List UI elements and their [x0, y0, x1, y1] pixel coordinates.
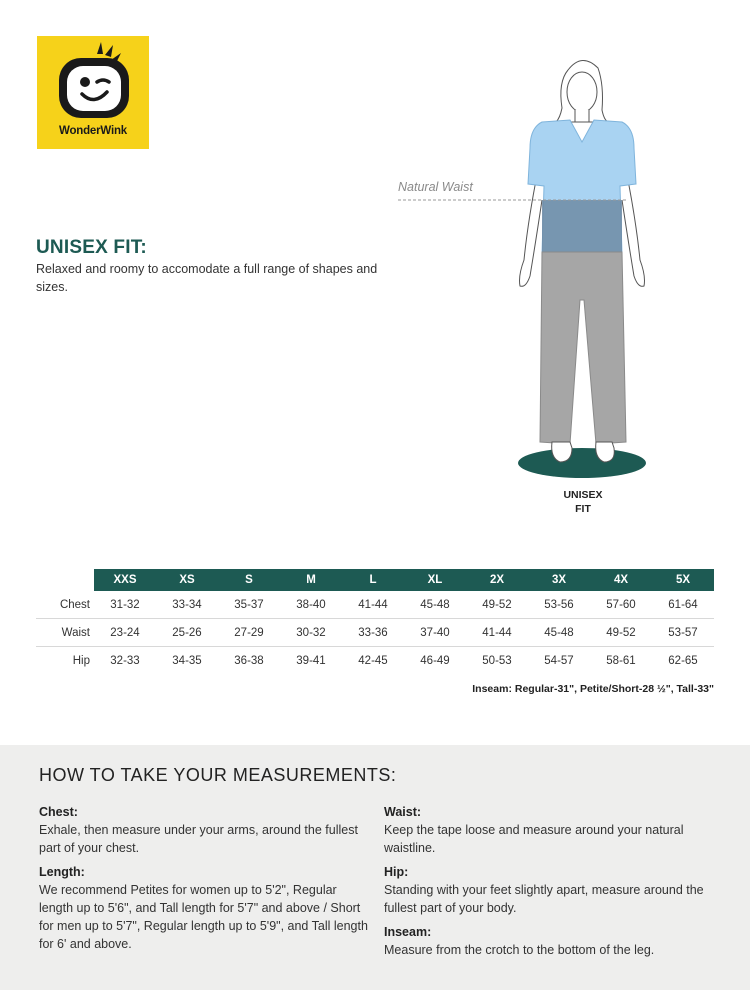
table-row: [36, 647, 714, 675]
table-cell: 57-60: [590, 591, 652, 619]
size-header-blank: [36, 569, 94, 591]
inseam-text: Measure from the crotch to the bottom of the leg.: [384, 943, 655, 957]
measurement-column-right: [384, 803, 714, 965]
figure-base: [518, 448, 646, 478]
figure-caption-line1: UNISEX: [563, 489, 603, 501]
size-chart-body: [36, 591, 714, 674]
table-cell: 31-32: [94, 591, 156, 619]
measurement-column-left: [39, 803, 369, 959]
table-cell: 46-49: [420, 654, 450, 667]
row-label: Waist: [36, 619, 94, 647]
table-cell: 41-44: [466, 619, 528, 647]
table-cell: 32-33: [110, 654, 140, 667]
table-cell: 35-37: [218, 591, 280, 619]
table-cell: 37-40: [404, 619, 466, 647]
size-header-cell: 3X: [528, 569, 590, 591]
size-header-cell: XS: [156, 569, 218, 591]
unisex-fit-figure: [390, 50, 670, 480]
table-cell: 54-57: [544, 654, 574, 667]
figure-caption: [540, 488, 626, 516]
table-cell: 39-41: [296, 654, 326, 667]
waist-heading: Waist:: [384, 805, 422, 819]
table-cell: 49-52: [466, 591, 528, 619]
table-cell: 61-64: [652, 591, 714, 619]
row-label: Chest: [36, 591, 94, 619]
size-header-cell: S: [218, 569, 280, 591]
figure-caption-line2: FIT: [575, 503, 591, 515]
size-header-cell: 2X: [466, 569, 528, 591]
fit-title: UNISEX FIT:: [36, 237, 147, 258]
table-cell: 25-26: [156, 619, 218, 647]
table-cell: 33-36: [342, 619, 404, 647]
table-cell: 50-53: [482, 654, 512, 667]
table-cell: 38-40: [280, 591, 342, 619]
table-cell: 53-56: [528, 591, 590, 619]
table-row: [36, 619, 714, 647]
hip-heading: Hip:: [384, 865, 409, 879]
table-cell: 49-52: [590, 619, 652, 647]
row-label: Hip: [72, 654, 90, 667]
table-cell: 34-35: [172, 654, 202, 667]
waist-text: Keep the tape loose and measure around your natural waistline.: [384, 823, 684, 855]
length-heading: Length:: [39, 865, 85, 879]
hip-text: Standing with your feet slightly apart, measure around the fullest part of your body.: [384, 883, 704, 915]
table-cell: 33-34: [156, 591, 218, 619]
size-header-cell: XL: [404, 569, 466, 591]
size-header-cell: L: [342, 569, 404, 591]
size-header-cell: 5X: [652, 569, 714, 591]
table-cell: 36-38: [234, 654, 264, 667]
brand-logo: [37, 36, 149, 149]
table-cell: 58-61: [606, 654, 636, 667]
measurement-title: HOW TO TAKE YOUR MEASUREMENTS:: [39, 765, 397, 785]
natural-waist-label: Natural Waist: [398, 180, 473, 194]
size-header-cell: 4X: [590, 569, 652, 591]
fit-description: Relaxed and roomy to accomodate a full range of shapes and sizes.: [36, 262, 378, 294]
table-cell: 42-45: [358, 654, 388, 667]
size-header-cell: M: [280, 569, 342, 591]
table-cell: 62-65: [668, 654, 698, 667]
brand-name: WonderWink: [59, 125, 127, 137]
chest-heading: Chest:: [39, 805, 78, 819]
table-cell: 27-29: [218, 619, 280, 647]
table-row: [36, 591, 714, 619]
table-cell: 53-57: [652, 619, 714, 647]
chest-text: Exhale, then measure under your arms, around the fullest part of your chest.: [39, 823, 358, 855]
measurement-instructions-panel: [0, 745, 750, 990]
size-header-row: [36, 569, 714, 591]
table-cell: 41-44: [342, 591, 404, 619]
size-chart-table: [36, 569, 714, 674]
table-cell: 23-24: [94, 619, 156, 647]
inseam-heading: Inseam:: [384, 925, 432, 939]
table-cell: 45-48: [404, 591, 466, 619]
length-text: We recommend Petites for women up to 5'2", Regular length up to 5'6", and Tall length for 5'7" and above / Short for men up to 5'7", Regular length up to 5'9", and Tall length for 6' and above.: [39, 883, 368, 951]
table-cell: 45-48: [528, 619, 590, 647]
inseam-note: Inseam: Regular-31", Petite/Short-28 ½", Tall-33": [472, 683, 714, 695]
table-cell: 30-32: [280, 619, 342, 647]
size-header-cell: XXS: [94, 569, 156, 591]
